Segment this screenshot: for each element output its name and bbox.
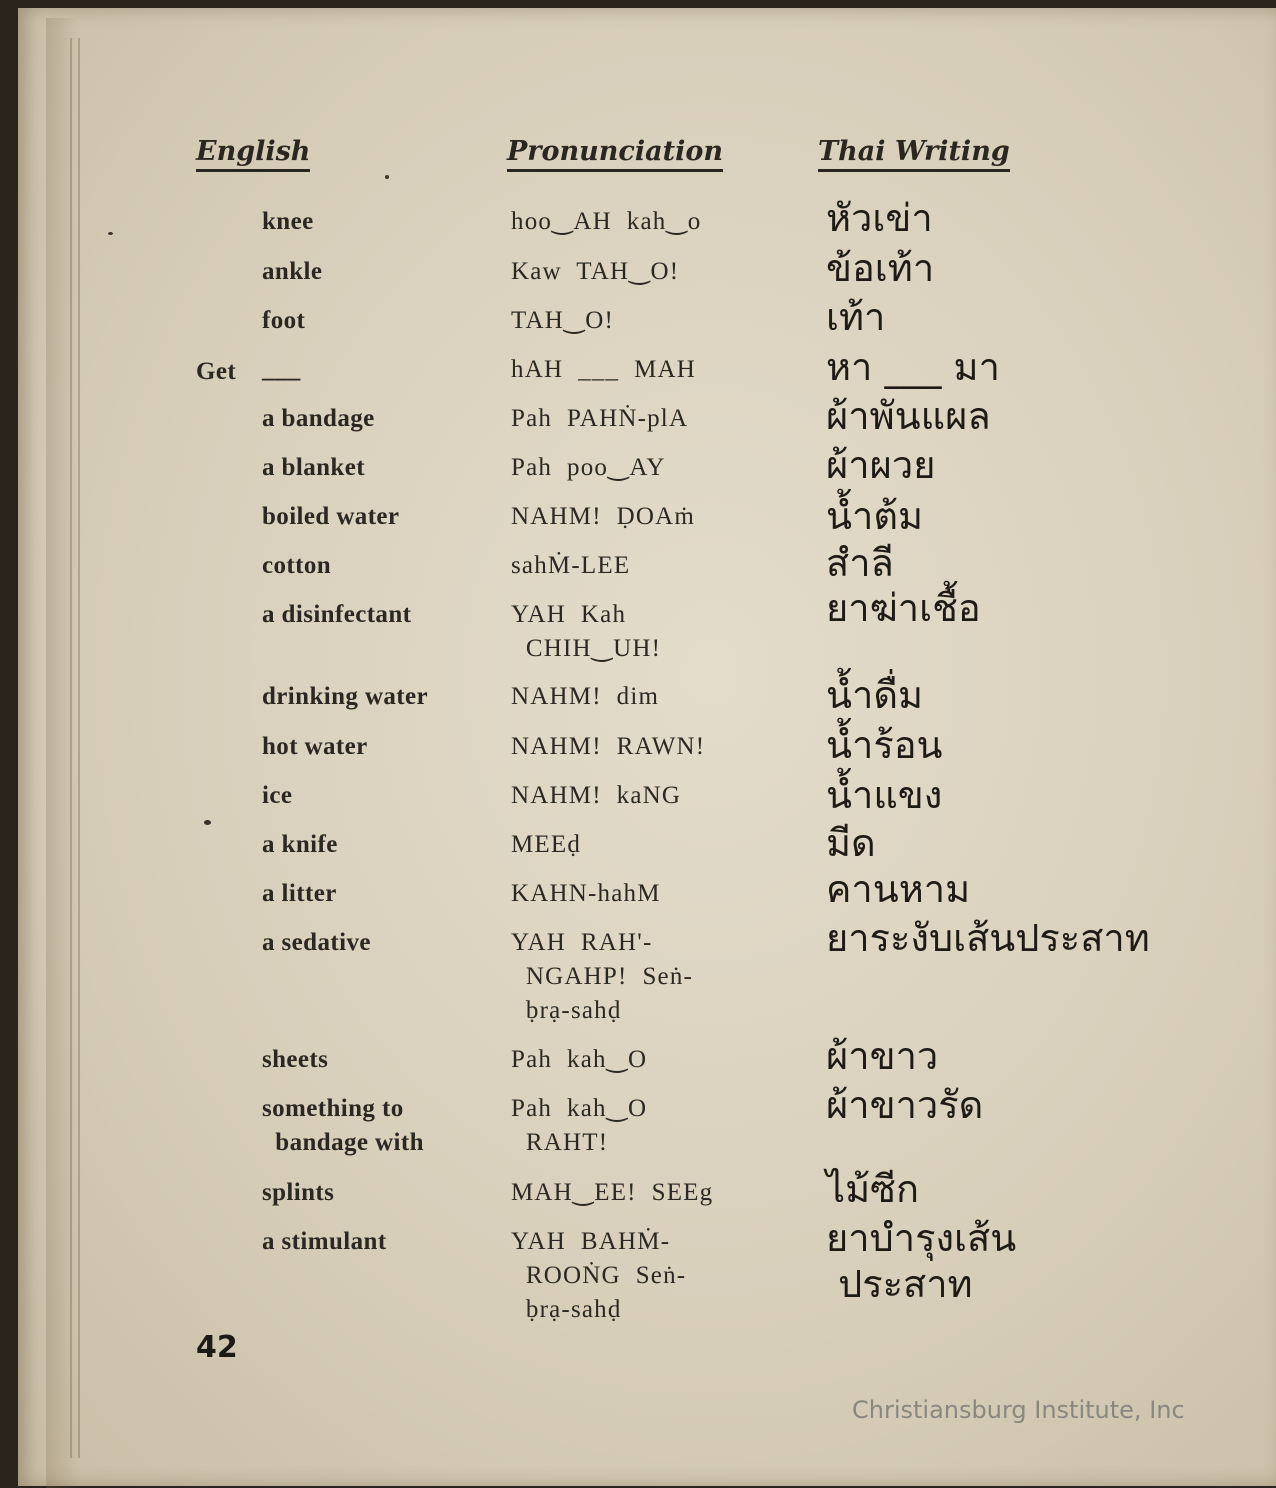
thai-writing: ไม้ซีก [826, 1167, 919, 1211]
english-term: ice [262, 782, 293, 809]
english-term: cotton [262, 552, 332, 579]
english-term: a disinfectant [262, 601, 412, 628]
thai-writing: ผ้าขาว [826, 1034, 939, 1078]
pronunciation: KAHN-hahM [511, 880, 661, 907]
english-term: a sedative [262, 929, 371, 956]
english-term: a knife [262, 831, 338, 858]
header-pronunciation: Pronunciation [507, 136, 723, 172]
page-number: 42 [196, 1330, 238, 1365]
thai-writing: น้ำแขง [826, 773, 943, 817]
english-term: foot [262, 307, 306, 334]
thai-writing: ผ้าขาวรัด [826, 1083, 984, 1127]
pronunciation: MEEḍ [511, 831, 582, 858]
pronunciation: Pah poo‿AY [511, 454, 666, 481]
english-term: a blanket [262, 454, 365, 481]
english-term: drinking water [262, 683, 429, 710]
thai-writing: มีด [826, 821, 876, 865]
pronunciation: YAH Kah CHIH‿UH! [511, 601, 662, 662]
thai-writing: คานหาม [826, 867, 971, 911]
header-thai-writing: Thai Writing [818, 136, 1010, 172]
english-term: something to bandage with [262, 1095, 424, 1156]
pronunciation: Kaw TAH‿O! [511, 258, 680, 285]
english-term: a bandage [262, 405, 375, 432]
english-term: knee [262, 208, 314, 235]
english-term: ankle [262, 258, 323, 285]
watermark: Christiansburg Institute, Inc [852, 1396, 1185, 1424]
pronunciation: Pah PAHṄ-plA [511, 405, 689, 432]
pronunciation: TAH‿O! [511, 307, 615, 334]
paper-speck [108, 232, 113, 235]
english-term: hot water [262, 733, 368, 760]
pronunciation: NAHM! ḌOAṁ [511, 503, 696, 530]
paper-speck [385, 175, 389, 179]
thai-writing: ยาฆ่าเชื้อ [826, 586, 981, 630]
thai-writing: น้ำดื่ม [826, 673, 924, 717]
pronunciation: NAHM! kaNG [511, 782, 682, 809]
get-label: Get [196, 358, 237, 385]
pronunciation: YAH RAH'- NGAHP! Seṅ- ḅrạ-sahḍ [511, 929, 694, 1024]
thai-writing: หัวเข่า [826, 196, 933, 240]
thai-writing: ผ้าผวย [826, 443, 936, 487]
english-term: a stimulant [262, 1228, 387, 1255]
pronunciation: MAH‿EE! SEEg [511, 1179, 714, 1206]
thai-writing: น้ำร้อน [826, 723, 943, 767]
thai-writing: สำลี [826, 541, 894, 585]
thai-writing: ผ้าพันแผล [826, 394, 991, 438]
pronunciation: YAH BAHṀ- ROOṄG Seṅ- ḅrạ-sahḍ [511, 1228, 687, 1323]
thai-writing: ข้อเท้า [826, 246, 935, 290]
paper-speck [204, 820, 211, 825]
thai-writing: ยาบำรุงเส้น ประสาท [826, 1216, 1017, 1306]
pronunciation: NAHM! dim [511, 683, 660, 710]
header-english: English [196, 136, 310, 172]
pronunciation: Pah kah‿O RAHT! [511, 1095, 648, 1156]
thai-writing: เท้า [826, 295, 886, 339]
pronunciation: hAH ___ MAH [511, 356, 697, 383]
spine-crease [70, 38, 72, 1458]
english-term: ___ [262, 356, 301, 383]
english-term: sheets [262, 1046, 329, 1073]
pronunciation: hoo‿AH kah‿o [511, 208, 702, 235]
thai-writing: หา ___ มา [826, 345, 1000, 389]
pronunciation: sahṀ-LEE [511, 552, 631, 579]
thai-writing: ยาระงับเส้นประสาท [826, 916, 1150, 960]
pronunciation: NAHM! RAWN! [511, 733, 706, 760]
english-term: boiled water [262, 503, 400, 530]
english-term: splints [262, 1179, 335, 1206]
pronunciation: Pah kah‿O [511, 1046, 648, 1073]
english-term: a litter [262, 880, 337, 907]
spine-crease [78, 38, 80, 1458]
thai-writing: น้ำต้ม [826, 494, 924, 538]
